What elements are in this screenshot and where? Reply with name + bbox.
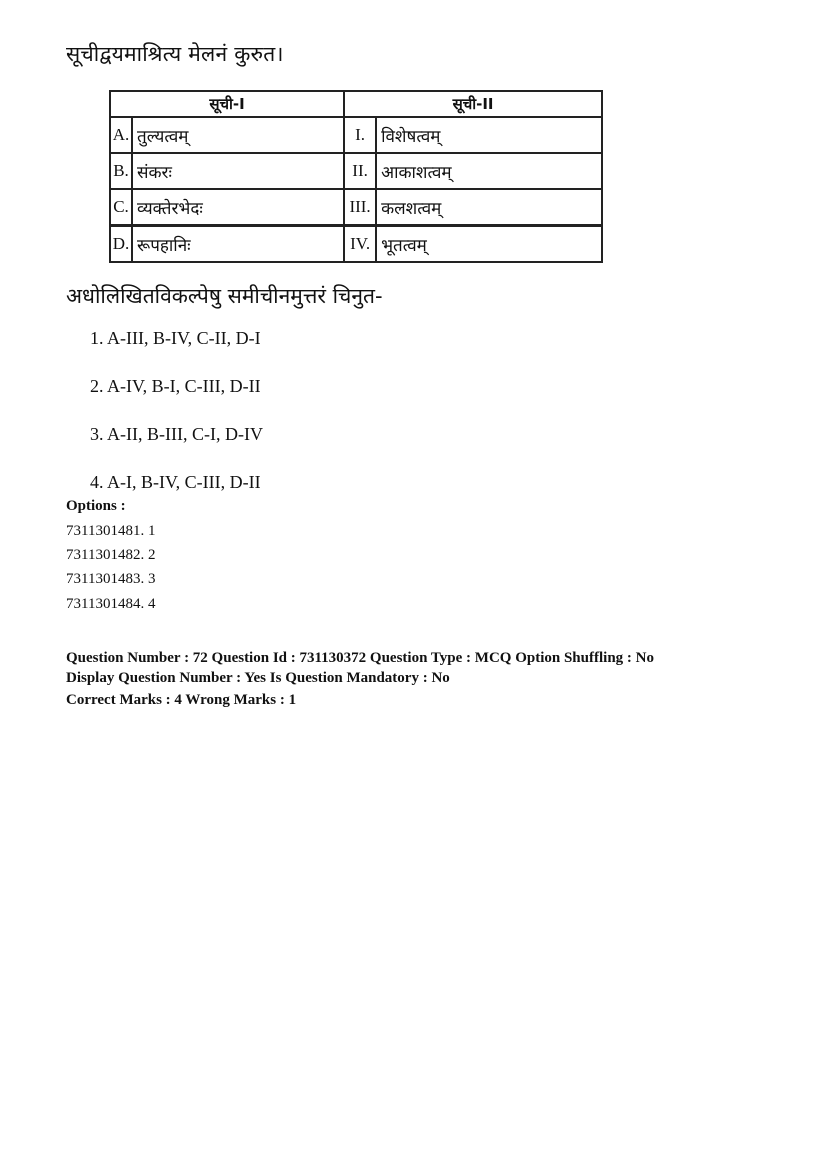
option-id: 7311301481. 1 <box>66 523 156 539</box>
list-2-item: कलशत्वम् <box>376 189 602 226</box>
row-numeral: IV. <box>344 226 376 263</box>
row-key: B. <box>110 153 132 189</box>
option-id: 7311301484. 4 <box>66 596 156 612</box>
list-1-item: रूपहानिः <box>132 226 344 263</box>
match-table <box>109 90 603 263</box>
question-meta-line: Question Number : 72 Question Id : 731130372 Question Type : MCQ Option Shuffling : No <box>66 650 654 666</box>
marks-line: Correct Marks : 4 Wrong Marks : 1 <box>66 692 297 708</box>
list-1-item: व्यक्तेरभेदः <box>132 189 344 226</box>
list-2-item: आकाशत्वम् <box>376 153 602 189</box>
list-2-item: भूतत्वम् <box>376 226 602 263</box>
answer-choice: 3. A-II, B-III, C-I, D-IV <box>90 424 263 444</box>
row-key: C. <box>110 189 132 226</box>
list-1-item: तुल्यत्वम् <box>132 117 344 153</box>
question-prompt: अधोलिखितविकल्पेषु समीचीनमुत्तरं चिनुत- <box>66 284 383 308</box>
option-id: 7311301483. 3 <box>66 571 156 587</box>
answer-choice: 1. A-III, B-IV, C-II, D-I <box>90 328 261 348</box>
row-numeral: I. <box>344 117 376 153</box>
row-numeral: III. <box>344 189 376 226</box>
row-key: D. <box>110 226 132 263</box>
table-row <box>110 153 602 189</box>
options-label: Options : <box>66 498 126 514</box>
option-id: 7311301482. 2 <box>66 547 156 563</box>
table-row <box>110 189 602 226</box>
answer-choice: 4. A-I, B-IV, C-III, D-II <box>90 472 261 492</box>
table-row <box>110 117 602 153</box>
row-numeral: II. <box>344 153 376 189</box>
list-2-header: सूची-II <box>344 91 602 117</box>
question-meta-line: Display Question Number : Yes Is Question Mandatory : No <box>66 670 450 686</box>
table-header-row <box>110 91 602 117</box>
row-key: A. <box>110 117 132 153</box>
answer-choice: 2. A-IV, B-I, C-III, D-II <box>90 376 261 396</box>
list-1-item: संकरः <box>132 153 344 189</box>
question-instruction: सूचीद्वयमाश्रित्य मेलनं कुरुत। <box>66 42 284 66</box>
table-row <box>110 226 602 263</box>
list-2-item: विशेषत्वम् <box>376 117 602 153</box>
list-1-header: सूची-I <box>110 91 344 117</box>
